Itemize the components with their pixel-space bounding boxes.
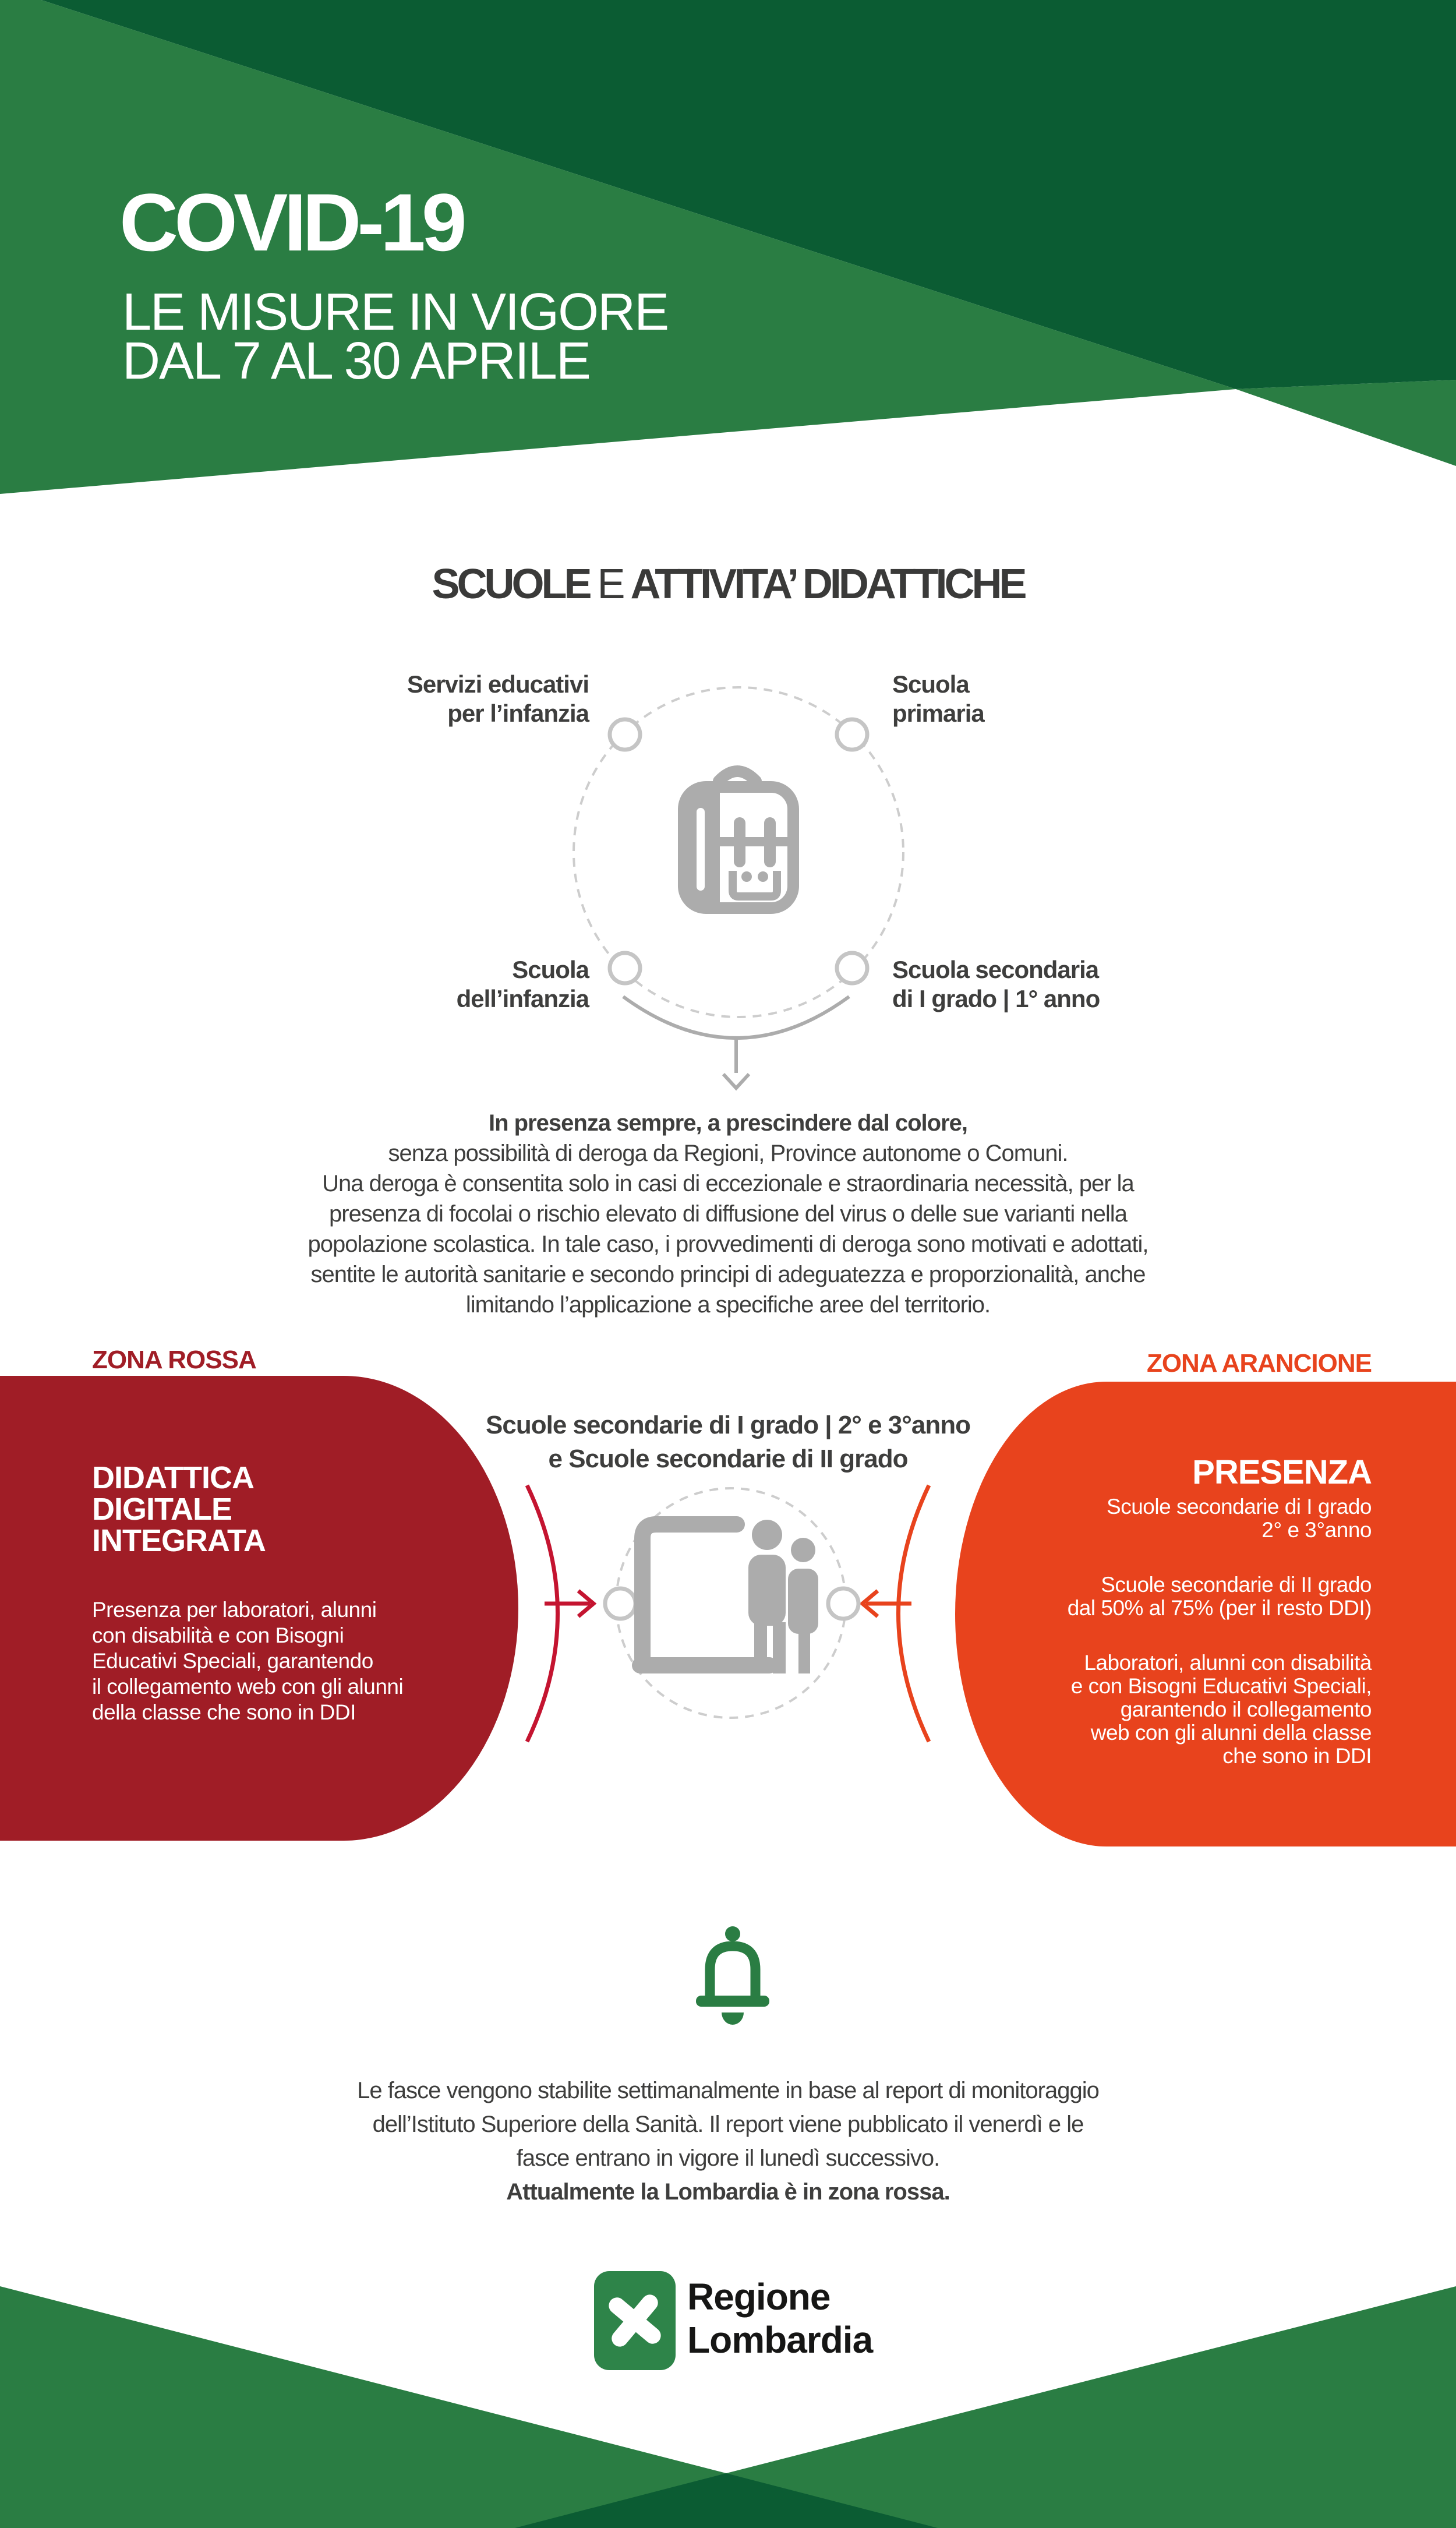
- schools-title-part1: SCUOLE: [432, 561, 589, 608]
- presence-line: limitando l’applicazione a specifiche aree del territorio.: [465, 1292, 991, 1318]
- note-line: Le fasce vengono stabilite settimanalmente in base al report di monitoraggio: [357, 2078, 1099, 2103]
- zona-rossa-label: ZONA ROSSA: [92, 1346, 256, 1374]
- orange-bracket-arc: [899, 1485, 930, 1742]
- label-line: Scuola: [512, 956, 589, 983]
- schools-title-conjunction: E: [597, 561, 623, 608]
- label-line: Scuola secondaria: [892, 956, 1099, 983]
- logo-line: Regione: [687, 2276, 831, 2318]
- label-line: primaria: [892, 700, 984, 727]
- presence-line: sentite le autorità sanitarie e secondo principi di adeguatezza e proporzionalità, anche: [310, 1262, 1146, 1287]
- header-green-right-wedge: [1236, 380, 1456, 466]
- zona-rossa-body: [92, 1597, 403, 1725]
- body-line: 2° e 3°anno: [1261, 1518, 1372, 1542]
- presence-line: senza possibilità di deroga da Regioni, Province autonome o Comuni.: [388, 1141, 1068, 1166]
- title-line: INTEGRATA: [92, 1523, 266, 1558]
- arrow-down-icon: [723, 1039, 749, 1088]
- schools-circle-diagram: [513, 635, 973, 1101]
- body-line: dal 50% al 75% (per il resto DDI): [1067, 1596, 1372, 1620]
- note-line: fasce entrano in vigore il lunedì successivo.: [516, 2145, 940, 2171]
- bracket-arc: [623, 997, 849, 1038]
- body-line: della classe che sono in DDI: [92, 1700, 356, 1724]
- footer-background-shapes: [0, 2272, 1456, 2528]
- presence-line: popolazione scolastica. In tale caso, i provvedimenti di deroga sono motivati e adottati,: [308, 1231, 1148, 1257]
- presence-paragraph: [204, 1108, 1252, 1320]
- body-line: e con Bisogni Educativi Speciali,: [1070, 1674, 1372, 1698]
- body-line: con disabilità e con Bisogni: [92, 1623, 344, 1647]
- bell-icon: [695, 1925, 771, 2030]
- body-line: il collegamento web con gli alunni: [92, 1675, 404, 1699]
- zona-rossa-title: [92, 1462, 403, 1556]
- backpack-icon: [684, 771, 793, 908]
- body-line: che sono in DDI: [1222, 1744, 1372, 1768]
- zona-arancione-label: ZONA ARANCIONE: [1146, 1349, 1372, 1378]
- body-line: Scuole secondarie di I grado: [1107, 1495, 1372, 1519]
- note-bold-line: Attualmente la Lombardia è in zona rossa.: [506, 2179, 950, 2205]
- logo-line: Lombardia: [687, 2319, 873, 2361]
- zona-arancione-group3: [1068, 1651, 1372, 1768]
- zona-arancione-group1: [1068, 1495, 1372, 1542]
- arrow-right-icon: [545, 1591, 593, 1616]
- label-line: Scuola: [892, 670, 969, 698]
- body-line: Scuole secondarie di II grado: [1101, 1573, 1372, 1597]
- title-line: DIDATTICA: [92, 1460, 254, 1495]
- subtitle-line: DAL 7 AL 30 APRILE: [122, 332, 590, 390]
- label-line: di I grado | 1° anno: [892, 985, 1100, 1012]
- title-line: DIGITALE: [92, 1492, 232, 1527]
- schools-section-title: [0, 560, 1456, 608]
- body-line: garantendo il collegamento: [1120, 1697, 1372, 1721]
- body-line: web con gli alunni della classe: [1090, 1721, 1372, 1745]
- presence-bold-line: In presenza sempre, a prescindere dal colore,: [488, 1110, 968, 1136]
- body-line: Educativi Speciali, garantendo: [92, 1649, 373, 1673]
- heading-line: e Scuole secondarie di II grado: [548, 1445, 908, 1473]
- red-bracket-arc: [527, 1485, 558, 1742]
- monitoring-note: [0, 2074, 1456, 2209]
- zona-arancione-group2: [1068, 1573, 1372, 1620]
- label-line: Servizi educativi: [407, 670, 589, 698]
- arrow-left-icon: [863, 1591, 911, 1616]
- body-line: Laboratori, alunni con disabilità: [1084, 1651, 1372, 1675]
- label-line: dell’infanzia: [456, 985, 589, 1012]
- page-subtitle: [122, 283, 669, 390]
- subtitle-line: LE MISURE IN VIGORE: [122, 283, 669, 341]
- presence-line: Una deroga è consentita solo in casi di eccezionale e straordinaria necessità, per la: [322, 1171, 1134, 1196]
- note-line: dell’Istituto Superiore della Sanità. Il report viene pubblicato il venerdì e le: [372, 2112, 1084, 2137]
- presence-line: presenza di focolai o rischio elevato di diffusione del virus o delle sue varianti nella: [329, 1201, 1127, 1227]
- zones-circle-diagram: [513, 1415, 943, 1812]
- laptop-teacher-icon: [632, 1520, 818, 1673]
- schools-title-part2: ATTIVITA’ DIDATTICHE: [630, 561, 1024, 608]
- heading-line: Scuole secondarie di I grado | 2° e 3°anno: [486, 1411, 970, 1439]
- body-line: Presenza per laboratori, alunni: [92, 1598, 377, 1622]
- label-line: per l’infanzia: [447, 700, 589, 727]
- zona-arancione-title: PRESENZA: [1192, 1453, 1372, 1491]
- page-title: COVID-19: [119, 176, 463, 268]
